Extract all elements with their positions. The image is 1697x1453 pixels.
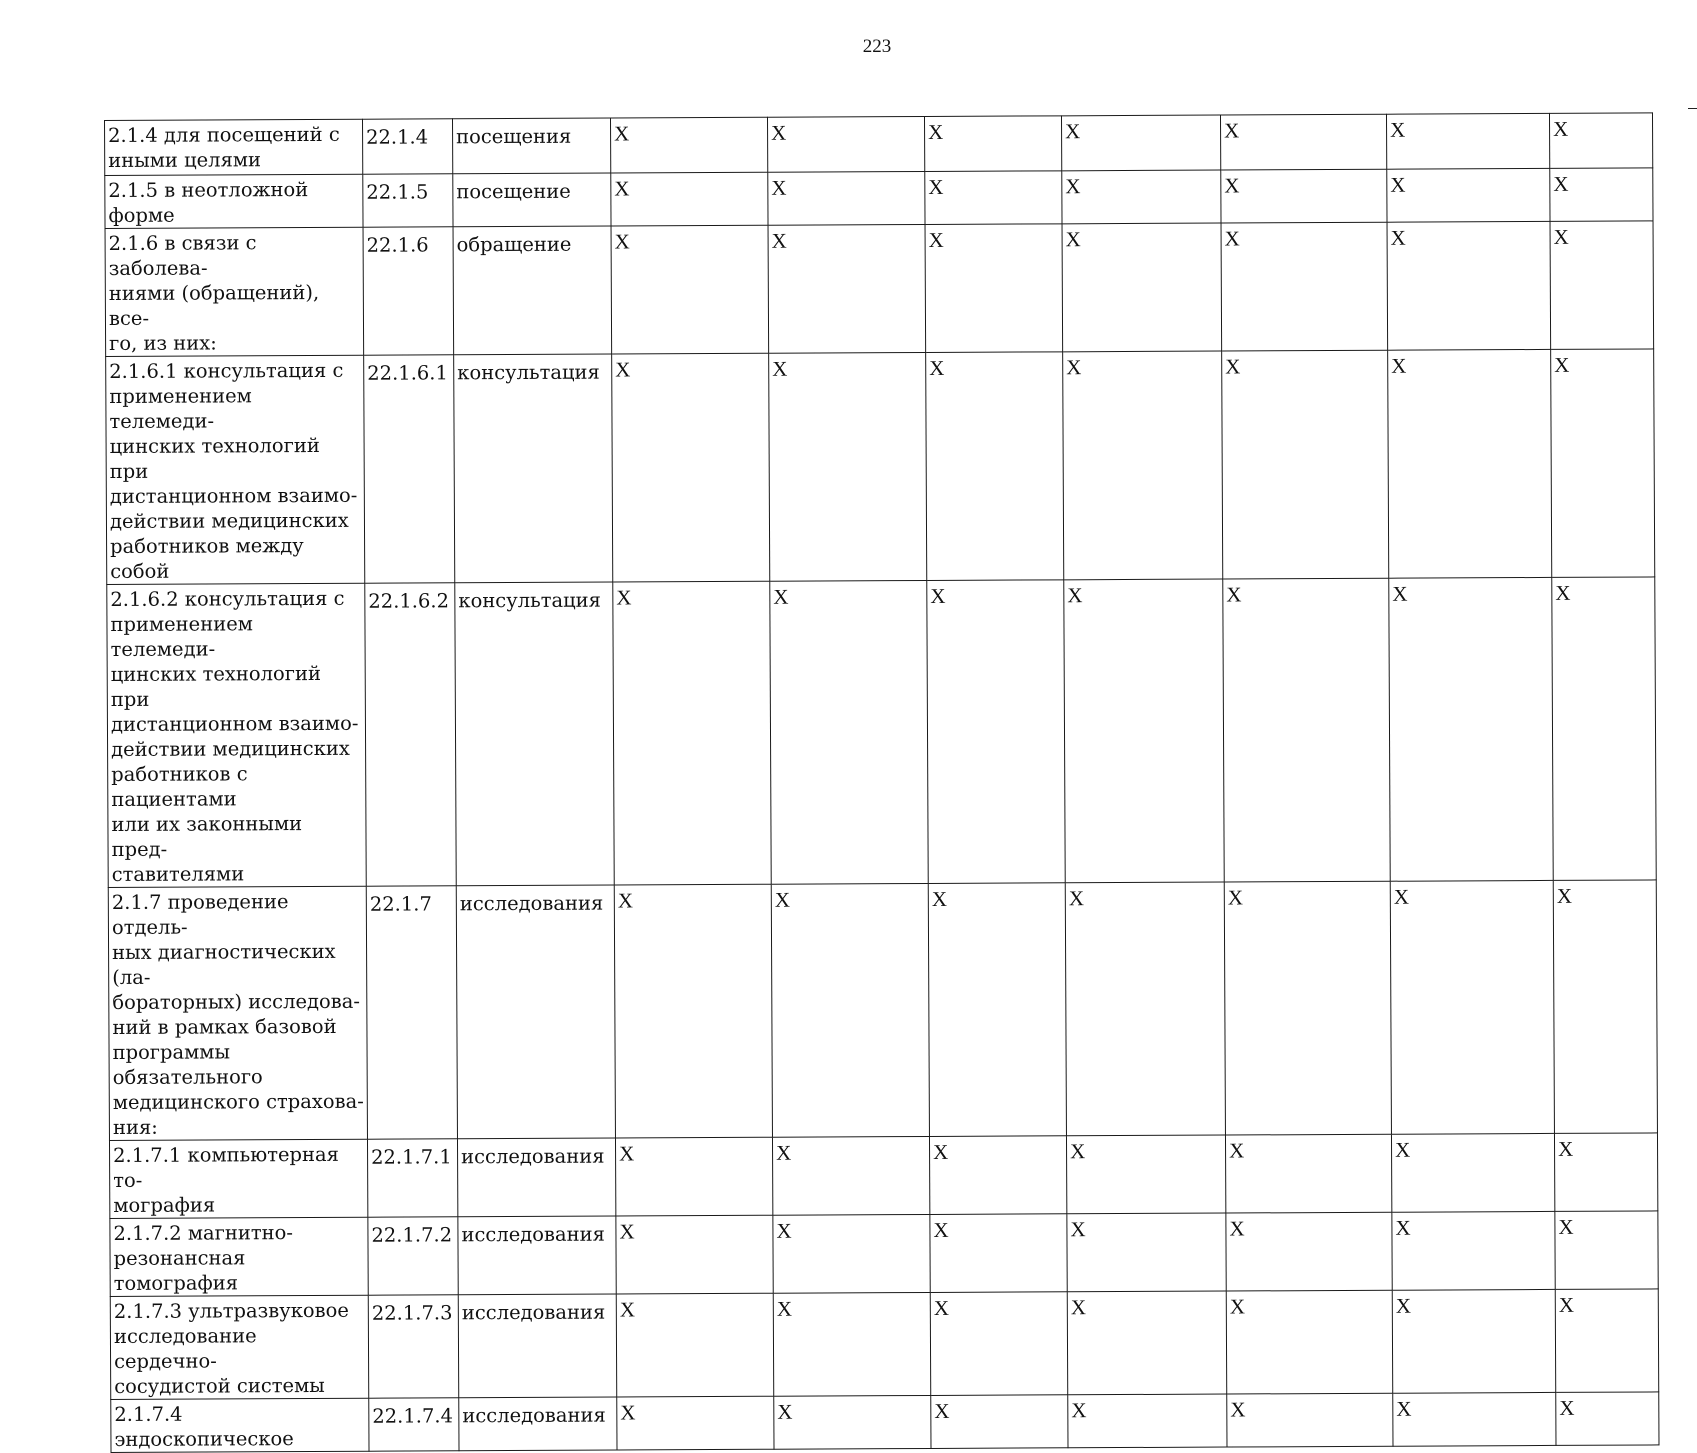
row-unit-cell: консультация [455, 582, 614, 886]
value-cell: X [1225, 1134, 1391, 1213]
value-cell: X [1552, 577, 1656, 880]
value-cell: X [613, 581, 771, 885]
row-unit-cell: обращение [453, 226, 612, 355]
value-cell: X [925, 171, 1062, 225]
value-cell: X [1555, 1211, 1658, 1290]
row-code-cell: 22.1.6 [363, 227, 454, 355]
row-code-cell: 22.1.7.4 [369, 1398, 459, 1451]
value-cell: X [927, 580, 1065, 884]
value-cell: X [1066, 1135, 1225, 1214]
indicators-table [104, 112, 1659, 1453]
row-name-cell: 2.1.7.2 магнитно- резонансная томография [110, 1217, 368, 1296]
value-cell: X [930, 1214, 1067, 1293]
value-cell: X [1062, 170, 1221, 224]
margin-mark [1688, 108, 1697, 109]
value-cell: X [1227, 1393, 1393, 1447]
row-unit-cell: посещения [452, 118, 610, 174]
value-cell: X [612, 353, 770, 582]
row-name-cell: 2.1.7.1 компьютерная то- мография [109, 1139, 367, 1218]
row-name-cell: 2.1.6 в связи с заболева- ниями (обращений), все- го, из них: [105, 227, 364, 356]
value-cell: X [1067, 1213, 1226, 1292]
value-cell: X [1064, 579, 1224, 883]
value-cell: X [1550, 221, 1654, 350]
value-cell: X [611, 172, 768, 226]
value-cell: X [1392, 1211, 1555, 1290]
value-cell: X [1553, 880, 1657, 1134]
table-row [106, 349, 1655, 585]
row-unit-cell: исследования [458, 1216, 616, 1295]
value-cell: X [1223, 578, 1390, 882]
value-cell: X [773, 1292, 931, 1396]
value-cell: X [1067, 1291, 1227, 1395]
value-cell: X [1386, 113, 1549, 169]
value-cell: X [1551, 349, 1655, 578]
value-cell: X [768, 171, 925, 225]
value-cell: X [925, 224, 1063, 353]
value-cell: X [1392, 1289, 1556, 1393]
value-cell: X [1220, 114, 1386, 170]
value-cell: X [767, 116, 924, 172]
value-cell: X [1556, 1392, 1659, 1446]
value-cell: X [1387, 168, 1550, 222]
table-row [110, 1211, 1658, 1297]
row-name-cell: 2.1.7 проведение отдель- ных диагностических (ла- бораторных) исследова- ний в рамках базовой программы обязательного медицинского страхова- ния: [108, 886, 367, 1140]
table-row [110, 1289, 1658, 1400]
table-row [105, 168, 1653, 229]
value-cell: X [1061, 115, 1220, 171]
value-cell: X [610, 117, 767, 173]
page-number: 223 [862, 36, 892, 57]
table-row [111, 1392, 1659, 1453]
row-unit-cell: исследования [458, 1294, 617, 1398]
row-unit-cell: исследования [457, 1138, 615, 1217]
row-name-cell: 2.1.7.4 эндоскопическое [111, 1398, 369, 1452]
value-cell: X [1226, 1290, 1393, 1394]
row-code-cell: 22.1.5 [363, 174, 453, 227]
row-code-cell: 22.1.6.2 [365, 583, 456, 886]
value-cell: X [614, 884, 772, 1138]
row-code-cell: 22.1.4 [362, 119, 452, 174]
row-code-cell: 22.1.7.2 [368, 1217, 458, 1295]
table-row [105, 221, 1654, 357]
row-unit-cell: консультация [454, 354, 613, 583]
value-cell: X [616, 1293, 774, 1397]
row-code-cell: 22.1.7.3 [368, 1295, 459, 1398]
value-cell: X [1555, 1289, 1659, 1393]
value-cell: X [930, 1292, 1068, 1396]
row-name-cell: 2.1.5 в неотложной форме [105, 174, 363, 228]
row-name-cell: 2.1.7.3 ультразвуковое исследование сердечно- сосудистой системы [110, 1295, 369, 1399]
row-name-cell: 2.1.4 для посещений с иными целями [105, 119, 363, 175]
value-cell: X [1550, 168, 1653, 222]
value-cell: X [769, 352, 927, 581]
value-cell: X [770, 580, 928, 884]
value-cell: X [1390, 880, 1554, 1134]
value-cell: X [1389, 577, 1553, 881]
value-cell: X [611, 225, 769, 354]
value-cell: X [1391, 1133, 1554, 1212]
value-cell: X [771, 883, 929, 1137]
row-unit-cell: исследования [456, 885, 615, 1139]
value-cell: X [931, 1395, 1068, 1449]
value-cell: X [929, 1136, 1066, 1215]
table-row [105, 113, 1653, 176]
value-cell: X [1388, 349, 1552, 578]
row-code-cell: 22.1.7 [366, 886, 457, 1139]
table-row [107, 577, 1656, 888]
value-cell: X [1062, 223, 1222, 352]
table-row [109, 1133, 1657, 1219]
value-cell: X [926, 352, 1064, 581]
value-cell: X [1065, 882, 1225, 1136]
value-cell: X [616, 1215, 773, 1294]
value-cell: X [1222, 350, 1389, 579]
value-cell: X [1224, 881, 1391, 1135]
value-cell: X [615, 1137, 772, 1216]
row-code-cell: 22.1.6.1 [364, 355, 455, 583]
row-unit-cell: посещение [453, 173, 611, 227]
value-cell: X [1226, 1212, 1392, 1291]
value-cell: X [1554, 1133, 1657, 1212]
value-cell: X [772, 1136, 929, 1215]
value-cell: X [1549, 113, 1652, 169]
value-cell: X [928, 883, 1066, 1137]
value-cell: X [768, 224, 926, 353]
table-row [108, 880, 1657, 1141]
value-cell: X [1068, 1394, 1227, 1448]
row-name-cell: 2.1.6.1 консультация с применением телемеди- цинских технологий при дистанционном взаимо- действии медицинских работников между собой [106, 355, 365, 584]
value-cell: X [1063, 351, 1223, 580]
value-cell: X [1221, 169, 1387, 223]
row-code-cell: 22.1.7.1 [367, 1139, 457, 1217]
row-name-cell: 2.1.6.2 консультация с применением телемеди- цинских технологий при дистанционном взаимо- действии медицинских работников с пациентами или их законными пред- ставителями [107, 583, 366, 887]
value-cell: X [617, 1396, 774, 1450]
value-cell: X [774, 1395, 931, 1449]
value-cell: X [1387, 221, 1551, 350]
value-cell: X [1221, 222, 1388, 351]
value-cell: X [1393, 1392, 1556, 1446]
value-cell: X [773, 1214, 930, 1293]
row-unit-cell: исследования [459, 1397, 617, 1451]
value-cell: X [924, 116, 1061, 172]
